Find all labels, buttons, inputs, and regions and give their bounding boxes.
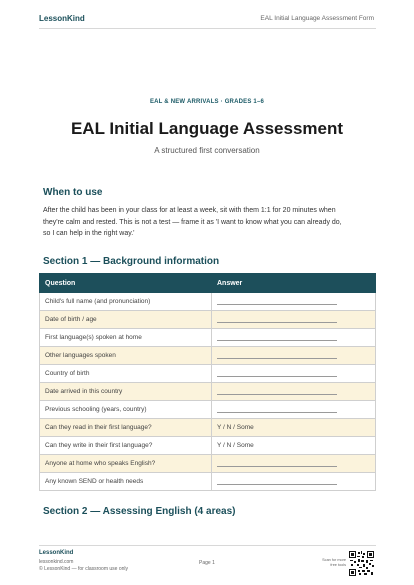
table-row	[40, 347, 376, 365]
section1-heading: Section 1 — Background information	[43, 256, 220, 267]
question-cell: Any known SEND or health needs	[40, 473, 212, 491]
scan-note: Scan for more free tools	[322, 558, 346, 567]
table-row	[40, 383, 376, 401]
question-cell: Can they read in their first language?	[40, 419, 212, 437]
header-form-title: EAL Initial Language Assessment Form	[260, 15, 374, 22]
when-to-use-heading: When to use	[43, 187, 103, 198]
column-header-answer: Answer	[212, 274, 376, 293]
answer-cell[interactable]	[212, 293, 376, 311]
section2-heading: Section 2 — Assessing English (4 areas)	[43, 506, 236, 517]
answer-options: Y / N / Some	[217, 442, 254, 449]
page-number: Page 1	[199, 560, 215, 566]
table-row	[40, 311, 376, 329]
answer-options: Y / N / Some	[217, 424, 254, 431]
table-row	[40, 401, 376, 419]
header-divider	[39, 28, 376, 29]
when-to-use-line: so I can help in the right way.'	[43, 230, 135, 237]
question-cell: Anyone at home who speaks English?	[40, 455, 212, 473]
page-header	[0, 0, 414, 30]
qr-code-icon	[349, 551, 374, 576]
footer-brand: LessonKind	[39, 550, 74, 556]
page-subtitle: A structured first conversation	[154, 146, 260, 155]
question-cell: Child's full name (and pronunciation)	[40, 293, 212, 311]
answer-blank-line[interactable]	[217, 368, 337, 377]
answer-blank-line[interactable]	[217, 296, 337, 305]
header-brand: LessonKind	[39, 14, 85, 23]
table-row	[40, 329, 376, 347]
table-row	[40, 473, 376, 491]
question-cell: Country of birth	[40, 365, 212, 383]
table-row	[40, 455, 376, 473]
table-header-row	[40, 274, 376, 293]
answer-cell[interactable]	[212, 401, 376, 419]
when-to-use-line: they're calm and rested. This is not a test — frame it as 'I want to know what you can already do,	[43, 218, 342, 226]
question-cell: Date of birth / age	[40, 311, 212, 329]
doc-eyebrow: EAL & NEW ARRIVALS · GRADES 1–6	[149, 99, 265, 105]
answer-blank-line[interactable]	[217, 314, 337, 323]
answer-cell[interactable]	[212, 311, 376, 329]
when-to-use-text	[43, 205, 375, 240]
when-to-use-line: After the child has been in your class for at least a week, sit with them 1:1 for 20 minutes when	[43, 207, 336, 214]
question-cell: Other languages spoken	[40, 347, 212, 365]
column-header-question: Question	[40, 274, 212, 293]
page-title: EAL Initial Language Assessment	[70, 119, 344, 138]
table-row	[40, 365, 376, 383]
answer-cell[interactable]	[212, 455, 376, 473]
answer-blank-line[interactable]	[217, 404, 337, 413]
footer-divider	[39, 545, 376, 546]
answer-blank-line[interactable]	[217, 476, 337, 485]
question-cell: Can they write in their first language?	[40, 437, 212, 455]
question-cell: Previous schooling (years, country)	[40, 401, 212, 419]
footer-copyright: © LessonKind — for classroom use only	[39, 566, 129, 572]
answer-cell[interactable]	[212, 437, 376, 455]
table-row	[40, 437, 376, 455]
footer-site-link[interactable]: lessonkind.com	[39, 559, 74, 565]
answer-cell[interactable]	[212, 473, 376, 491]
answer-cell[interactable]	[212, 419, 376, 437]
answer-blank-line[interactable]	[217, 386, 337, 395]
question-cell: Date arrived in this country	[40, 383, 212, 401]
answer-cell[interactable]	[212, 365, 376, 383]
answer-blank-line[interactable]	[217, 350, 337, 359]
answer-cell[interactable]	[212, 383, 376, 401]
table-row	[40, 419, 376, 437]
question-cell: First language(s) spoken at home	[40, 329, 212, 347]
answer-cell[interactable]	[212, 347, 376, 365]
answer-cell[interactable]	[212, 329, 376, 347]
answer-blank-line[interactable]	[217, 458, 337, 467]
answer-blank-line[interactable]	[217, 332, 337, 341]
table-row	[40, 293, 376, 311]
background-table	[39, 273, 376, 491]
